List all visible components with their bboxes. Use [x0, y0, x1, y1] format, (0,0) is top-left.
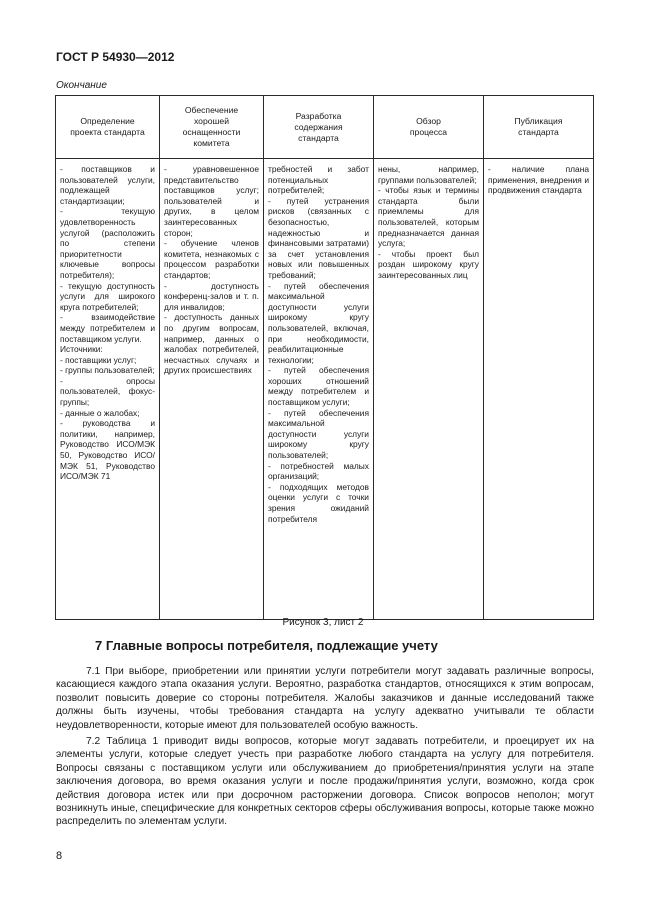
table-header-row	[56, 96, 594, 159]
section-heading: 7 Главные вопросы потребителя, подлежащие учету	[95, 638, 438, 653]
column-header-development: Разработка содержания стандарта	[264, 96, 374, 159]
cell-committee: - уравновешенное представительство поставщиков услуг; пользователей и других, в целом заинтересованных сторон; - обучение членов комитета, незнакомых с процессом разработки стандартов; - доступность конференц-залов и т. п. для инвалидов; - доступность данных по другим вопросам, например, данных о жалобах потребителей, несчастных случаях и других происшествиях	[160, 159, 264, 620]
paragraph-7-2: 7.2 Таблица 1 приводит виды вопросов, которые могут задавать потребители, и проецирует их на элементы услуги, которые следует учесть при разработке любого стандарта на услугу для потребителя. Вопросы связаны с поставщиком услуги или обслуживанием до приобретения/принятия услуги на этапе заключения договора, во время оказания услуги и после продажи/принятия услуги, возможно, когда срок действия договора истек или при досрочном расторжении договора. Список вопросов неполон; могут возникнуть иные, специфические для конкретных секторов сферы обслуживания вопросы, которые также можно распределить по элементам услуги.	[56, 736, 594, 828]
column-header-committee: Обеспечение хорошей оснащенности комитета	[160, 96, 264, 159]
cell-development: требностей и забот потенциальных потребителей; - путей устранения рисков (связанных с безопасностью, надежностью и финансовыми затратами) за счет установления новых или повышенных требований; - путей обеспечения максимальной доступности услуги широкому кругу пользователей, включая, при необходимости, реабилитационные технологии; - путей обеспечения хороших отношений между потребителем и поставщиком услуги; - путей обеспечения максимальной доступности услуги широкому кругу пользователей; - потребностей малых организаций; - подходящих методов оценки услуги с точки зрения ожиданий потребителя	[264, 159, 374, 620]
table-continuation-label: Окончание	[56, 80, 107, 91]
paragraph-7-1: 7.1 При выборе, приобретении или принятии услуги потребители могут задавать различные вопросы, касающиеся каждого этапа оказания услуги. Вероятно, разработка стандартов, относящихся к этим вопросам, позволит повысить доверие со стороны потребителя. Жалобы заказчиков и данные исследований также должны быть изучены, чтобы требования стандарта на услугу адекватно учитывали те области неудовлетворенности, которые имеют для пользователей особую важность.	[56, 666, 594, 731]
column-header-publication: Публикация стандарта	[484, 96, 594, 159]
table-row	[56, 159, 594, 620]
column-header-definition: Определение проекта стандарта	[56, 96, 160, 159]
cell-publication: - наличие плана применения, внедрения и продвижения стандарта	[484, 159, 594, 620]
process-table	[55, 95, 594, 620]
page-number: 8	[56, 850, 63, 862]
cell-definition: - поставщиков и пользователей услуги, подлежащей стандартизации; - текущую удовлетворенность услугой (расположить по степени приоритетности ключевые вопросы потребителя); - текущую доступность услуги для широкого круга потребителей; - взаимодействие между потребителем и поставщиком услуги. Источники: - поставщики услуг; - группы пользователей; - опросы пользователей, фокус-группы; - данные о жалобах; - руководства и политики, например, Руководство ИСО/МЭК 50, Руководство ИСО/МЭК 51, Руководство ИСО/МЭК 71	[56, 159, 160, 620]
figure-caption: Рисунок 3, лист 2	[282, 617, 364, 628]
document-header: ГОСТ Р 54930—2012	[56, 50, 175, 64]
column-header-review: Обзор процесса	[374, 96, 484, 159]
cell-review: нены, например, группами пользователей; - чтобы язык и термины стандарта были приемлемы для пользователей, которым предназначается данная услуга; - чтобы проект был роздан широкому кругу заинтересованных лиц	[374, 159, 484, 620]
